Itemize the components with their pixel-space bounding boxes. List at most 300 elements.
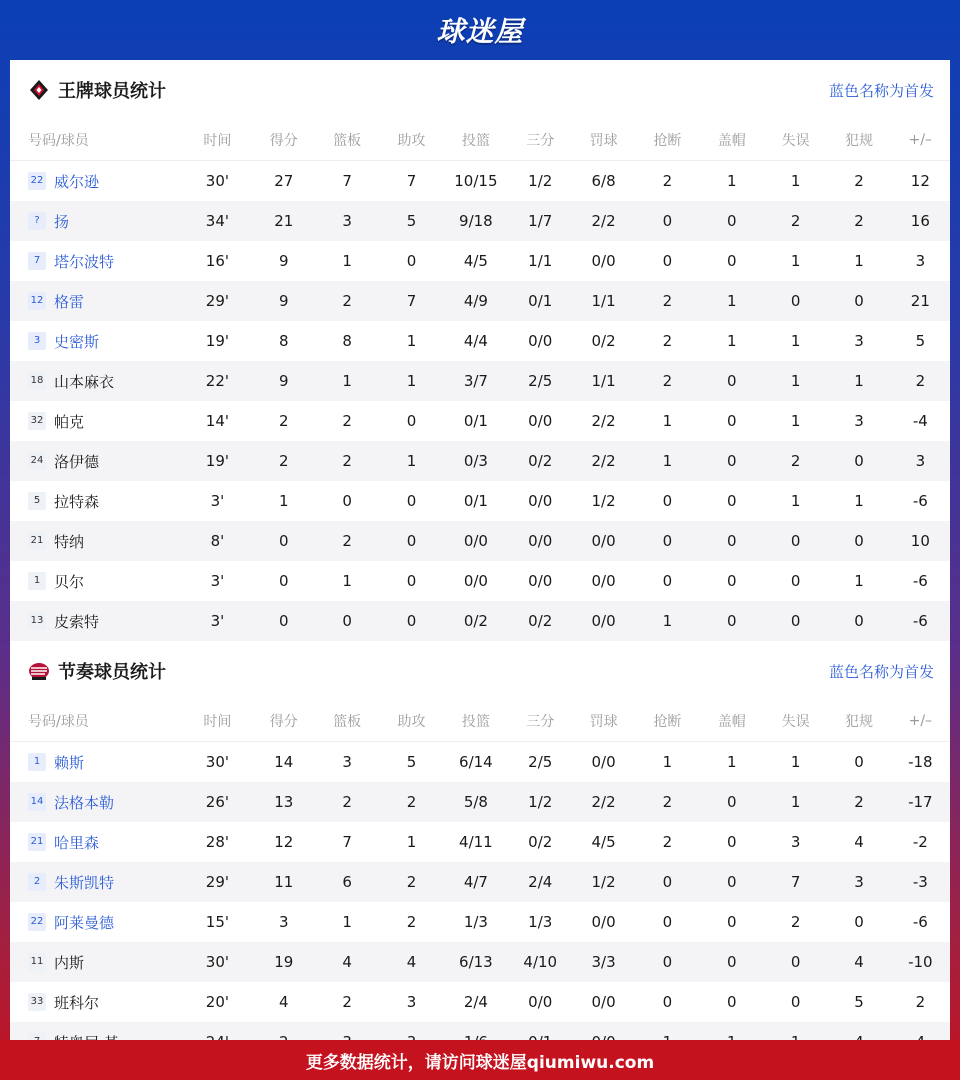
player-stats-table [10,120,950,641]
team-section-0 [10,60,950,641]
section-title [28,77,166,103]
column-header: 篮板 [314,701,379,742]
stat-cell: 10/15 [454,172,498,190]
player-identity [28,451,182,472]
stat-cell: 0 [635,942,699,982]
stat-cell: 34' [182,201,254,241]
table-row[interactable] [10,902,950,942]
stat-cell: 2/2 [572,201,635,241]
player-cell [10,862,182,902]
section-header [10,60,950,120]
stat-cell: 9 [253,361,314,401]
player-identity [28,912,182,933]
player-cell [10,401,182,441]
stat-cell: 2 [790,913,801,931]
stat-cell: 1 [727,172,737,190]
stat-cell: 0 [342,492,352,510]
team-title: 王牌球员统计 [58,81,166,102]
column-header: 三分 [509,701,572,742]
stat-cell: 2 [915,993,926,1011]
stat-cell: 0 [727,492,737,510]
stat-cell: 0 [662,572,673,590]
stat-cell: 0 [764,601,827,641]
stat-cell: 0/2 [509,441,572,481]
player-name[interactable]: 格雷 [54,292,85,311]
stat-cell: 0/0 [528,572,553,590]
stat-cell: 19' [182,441,254,481]
stat-cell: 0/2 [509,601,572,641]
table-row[interactable] [10,782,950,822]
stat-cell: 1 [380,361,443,401]
table-row[interactable] [10,862,950,902]
player-name[interactable]: 法格本勒 [54,793,115,812]
stat-cell: 3 [406,993,417,1011]
stat-cell: 0 [790,993,801,1011]
column-header: 罚球 [572,120,635,161]
stat-cell: 1 [406,833,417,851]
stat-cell: 2 [406,913,417,931]
stat-cell: 0 [764,281,827,321]
stat-cell: 1 [314,361,379,401]
team-section-1 [10,641,950,1062]
footer-banner[interactable] [0,1040,960,1080]
stat-cell: 0 [662,913,673,931]
stat-cell: 2 [314,521,379,561]
stat-cell: 4 [314,942,379,982]
jersey-number-badge: 21 [28,532,46,550]
stat-cell: 3 [915,252,926,270]
player-cell [10,161,182,202]
table-row[interactable] [10,401,950,441]
table-row[interactable] [10,942,950,982]
stat-cell: 0 [727,913,737,931]
stat-cell: 9/18 [443,201,508,241]
footer-link-text[interactable]: 更多数据统计，请访问球迷屋qiumiwu.com [305,1052,655,1073]
stat-cell: 1 [342,252,352,270]
stat-cell: 4 [854,833,864,851]
stat-cell: -10 [891,942,950,982]
stat-cell: 9 [279,252,289,270]
stat-cell: 7 [764,862,827,902]
column-header: 号码/球员 [10,120,182,161]
jersey-number-badge: 24 [28,452,46,470]
stat-cell: 2/2 [572,441,635,481]
player-cell [10,281,182,321]
stat-cell: 2 [342,993,352,1011]
stat-cell: 7 [406,172,417,190]
brand-logo: 球迷屋 [436,15,524,48]
stat-cell: 2 [380,862,443,902]
stat-cell: -4 [912,412,928,430]
stat-cell: 1 [662,412,673,430]
player-identity [28,251,182,272]
stat-cell: 1 [790,252,801,270]
player-identity [28,611,182,632]
stat-cell: 1 [635,601,699,641]
aces-logo-icon [28,79,50,101]
jersey-number-badge: 14 [28,793,46,811]
player-cell [10,321,182,361]
player-identity [28,331,182,352]
stat-cell: 0 [827,281,890,321]
stat-cell: 16 [891,201,950,241]
stat-cell: 6/8 [591,172,616,190]
stat-cell: 1/1 [572,361,635,401]
table-row[interactable] [10,822,950,862]
table-row[interactable] [10,481,950,521]
stat-cell: 19 [253,942,314,982]
stat-cell: 2 [314,782,379,822]
stat-cell: 5 [406,753,417,771]
team-sections [10,60,950,1062]
stat-cell: 0/3 [443,441,508,481]
stat-cell: 1 [854,492,864,510]
player-identity [28,571,182,592]
stat-cell: 3' [210,492,225,510]
stat-cell: 0/0 [572,601,635,641]
player-name[interactable]: 特纳 [54,532,85,551]
table-row[interactable] [10,321,950,361]
stat-cell: 8 [279,332,289,350]
column-header: 投篮 [443,701,508,742]
player-identity [28,411,182,432]
column-header: 得分 [253,120,314,161]
table-row[interactable] [10,281,950,321]
stat-cell: 2 [827,782,890,822]
stat-cell: 3 [342,753,352,771]
stat-cell: 0 [827,521,890,561]
player-identity [28,291,182,312]
stat-cell: 0 [700,601,764,641]
stat-cell: 1 [406,332,417,350]
stat-cell: 1/1 [528,252,553,270]
jersey-number-badge: ? [28,212,46,230]
player-name[interactable]: 史密斯 [54,332,100,351]
stat-cell: 3 [891,441,950,481]
stat-cell: 0 [827,441,890,481]
stat-cell: 3/7 [443,361,508,401]
stat-cell: 20' [205,993,229,1011]
player-cell [10,982,182,1022]
stat-cell: 7 [342,172,352,190]
stat-cell: 0/0 [572,521,635,561]
stat-cell: 0/0 [591,993,616,1011]
player-name[interactable]: 威尔逊 [54,172,100,191]
stat-cell: 2 [891,361,950,401]
player-name[interactable]: 拉特森 [54,492,100,511]
player-cell [10,561,182,601]
stat-cell: 2 [635,782,699,822]
stat-cell: 3' [182,601,254,641]
stat-cell: 0/1 [463,412,488,430]
stat-cell: 0 [827,601,890,641]
player-name[interactable]: 皮索特 [54,612,100,631]
jersey-number-badge: 7 [28,252,46,270]
stat-cell: 19' [205,332,229,350]
jersey-number-badge: 13 [28,612,46,630]
stat-cell: 1 [380,441,443,481]
stat-cell: 1 [727,753,737,771]
table-row[interactable] [10,441,950,481]
column-header: +/– [891,120,950,161]
stat-cell: 0 [253,521,314,561]
stat-cell: 7 [342,833,352,851]
stat-cell: 4/4 [463,332,488,350]
player-identity [28,952,182,973]
player-cell [10,441,182,481]
stat-cell: 4 [827,942,890,982]
jersey-number-badge: 21 [28,833,46,851]
stat-cell: 1 [279,492,289,510]
stat-cell: 9 [253,281,314,321]
stat-cell: 2/4 [463,993,488,1011]
table-row[interactable] [10,361,950,401]
table-header-row [10,120,950,161]
player-name[interactable]: 贝尔 [54,572,85,591]
stat-cell: 0 [406,572,417,590]
column-header: 犯规 [827,120,890,161]
column-header: 得分 [253,701,314,742]
stat-cell: 1/7 [509,201,572,241]
stat-cell: 30' [205,172,229,190]
stat-cell: 22' [182,361,254,401]
column-header: +/– [891,701,950,742]
stat-cell: 12 [274,833,294,851]
player-stats-table [10,701,950,1062]
player-identity [28,992,182,1013]
stat-cell: 0 [727,412,737,430]
player-name[interactable]: 扬 [54,212,70,231]
player-identity [28,752,182,773]
stat-cell: 0 [253,601,314,641]
stat-cell: 2 [635,281,699,321]
stat-cell: 0/0 [443,521,508,561]
stat-cell: 1/2 [528,172,553,190]
stat-cell: 30' [182,942,254,982]
stat-cell: 0 [700,521,764,561]
stat-cell: 2 [380,782,443,822]
jersey-number-badge: 33 [28,993,46,1011]
stat-cell: 2 [662,332,673,350]
stat-cell: 1 [635,441,699,481]
stat-cell: 0 [635,201,699,241]
player-name[interactable]: 塔尔波特 [54,252,115,271]
stat-cell: -6 [912,492,928,510]
stat-cell: 11 [253,862,314,902]
stat-cell: -18 [908,753,933,771]
stat-cell: 0/0 [528,492,553,510]
stat-cell: 2 [827,201,890,241]
app-header [0,0,960,60]
stat-cell: 2 [662,833,673,851]
table-row[interactable] [10,561,950,601]
stat-cell: 0 [790,572,801,590]
player-name[interactable]: 阿莱曼德 [54,913,115,932]
stat-cell: 0/1 [509,281,572,321]
table-row[interactable] [10,521,950,561]
stat-cell: 28' [205,833,229,851]
section-title [28,658,166,684]
table-row[interactable] [10,601,950,641]
table-row[interactable] [10,201,950,241]
column-header: 抢断 [635,120,699,161]
stat-cell: 2 [635,361,699,401]
player-cell [10,601,182,641]
player-cell [10,822,182,862]
stat-cell: 2 [342,412,352,430]
stat-cell: 3/3 [572,942,635,982]
stat-cell: 0 [700,782,764,822]
stat-cell: 0 [764,942,827,982]
stat-cell: -6 [912,572,928,590]
player-name[interactable]: 赖斯 [54,753,85,772]
table-row[interactable] [10,161,950,202]
stat-cell: 0/0 [591,252,616,270]
stat-cell: 1 [764,361,827,401]
section-header [10,641,950,701]
stat-cell: 10 [891,521,950,561]
table-row[interactable] [10,982,950,1022]
jersey-number-badge: 5 [28,492,46,510]
stat-cell: 2 [662,172,673,190]
stat-cell: 0 [380,521,443,561]
player-identity [28,371,182,392]
column-header: 失误 [764,120,827,161]
stat-cell: 3 [827,862,890,902]
column-header: 时间 [182,120,254,161]
stat-cell: 1 [827,361,890,401]
column-header: 罚球 [572,701,635,742]
stat-cell: 0 [314,601,379,641]
stat-cell: 4 [380,942,443,982]
jersey-number-badge: 3 [28,332,46,350]
column-header: 失误 [764,701,827,742]
player-name[interactable]: 帕克 [54,412,85,431]
stat-cell: 0/0 [509,521,572,561]
stat-cell: 5 [915,332,926,350]
player-cell [10,521,182,561]
stat-cell: 29' [182,862,254,902]
player-identity [28,872,182,893]
jersey-number-badge: 11 [28,953,46,971]
player-identity [28,211,182,232]
stat-cell: 5 [854,993,864,1011]
stat-cell: 2/2 [572,782,635,822]
stat-cell: 3 [279,913,289,931]
stat-cell: 0 [700,201,764,241]
stat-cell: 0/1 [463,492,488,510]
stat-cell: 2 [854,172,864,190]
stat-cell: 1/3 [528,913,553,931]
stats-card [10,60,950,1040]
stat-cell: 1 [342,913,352,931]
stat-cell: 6 [314,862,379,902]
stat-cell: 4/9 [443,281,508,321]
stat-cell: 1 [700,281,764,321]
stat-cell: 0/0 [591,753,616,771]
stat-cell: 0 [727,252,737,270]
player-name[interactable]: 朱斯凯特 [54,873,115,892]
stat-cell: 0/0 [463,572,488,590]
stat-cell: 2 [314,441,379,481]
stat-cell: 2 [253,441,314,481]
stat-cell: 1/2 [591,492,616,510]
stat-cell: 0 [635,862,699,902]
stat-cell: 4/5 [463,252,488,270]
stat-cell: 0 [700,361,764,401]
player-cell [10,481,182,521]
starter-legend: 蓝色名称为首发 [828,662,934,681]
player-cell [10,942,182,982]
stat-cell: 1/2 [572,862,635,902]
player-name[interactable]: 内斯 [54,953,85,972]
stat-cell: 3 [314,201,379,241]
stat-cell: 0 [662,492,673,510]
jersey-number-badge: 1 [28,572,46,590]
stat-cell: 1 [854,252,864,270]
stat-cell: 3' [210,572,225,590]
player-cell [10,742,182,783]
player-cell [10,241,182,281]
stat-cell: 0/2 [591,332,616,350]
player-name[interactable]: 哈里森 [54,833,100,852]
player-name[interactable]: 洛伊德 [54,452,100,471]
jersey-number-badge: 1 [28,753,46,771]
jersey-number-badge: 22 [28,172,46,190]
player-cell [10,902,182,942]
table-row[interactable] [10,241,950,281]
stat-cell: -3 [891,862,950,902]
stat-cell: 0/0 [591,913,616,931]
column-header: 时间 [182,701,254,742]
player-identity [28,832,182,853]
stat-cell: 1 [790,172,801,190]
stat-cell: 1/3 [463,913,488,931]
stat-cell: 0 [700,862,764,902]
stat-cell: 16' [205,252,229,270]
stat-cell: 26' [182,782,254,822]
player-cell [10,782,182,822]
stat-cell: 4/7 [443,862,508,902]
stat-cell: -17 [891,782,950,822]
stat-cell: 1 [764,782,827,822]
stat-cell: 2 [764,201,827,241]
stat-cell: 12 [910,172,930,190]
column-header: 助攻 [380,701,443,742]
starter-legend: 蓝色名称为首发 [828,81,934,100]
player-name[interactable]: 班科尔 [54,993,100,1012]
stat-cell: 5 [380,201,443,241]
stat-cell: 0/0 [528,412,553,430]
stat-cell: 8 [342,332,352,350]
stat-cell: 0 [854,913,864,931]
stat-cell: 1 [727,332,737,350]
jersey-number-badge: 2 [28,873,46,891]
jersey-number-badge: 22 [28,913,46,931]
table-row[interactable] [10,742,950,783]
player-name[interactable]: 山本麻衣 [54,372,115,391]
stat-cell: 8' [182,521,254,561]
column-header: 三分 [509,120,572,161]
stat-cell: 0 [406,412,417,430]
stat-cell: 0 [406,492,417,510]
stat-cell: 6/14 [459,753,493,771]
column-header: 盖帽 [700,701,764,742]
stat-cell: 1 [342,572,352,590]
stat-cell: 3 [854,412,864,430]
stat-cell: 13 [253,782,314,822]
stat-cell: 2/4 [509,862,572,902]
